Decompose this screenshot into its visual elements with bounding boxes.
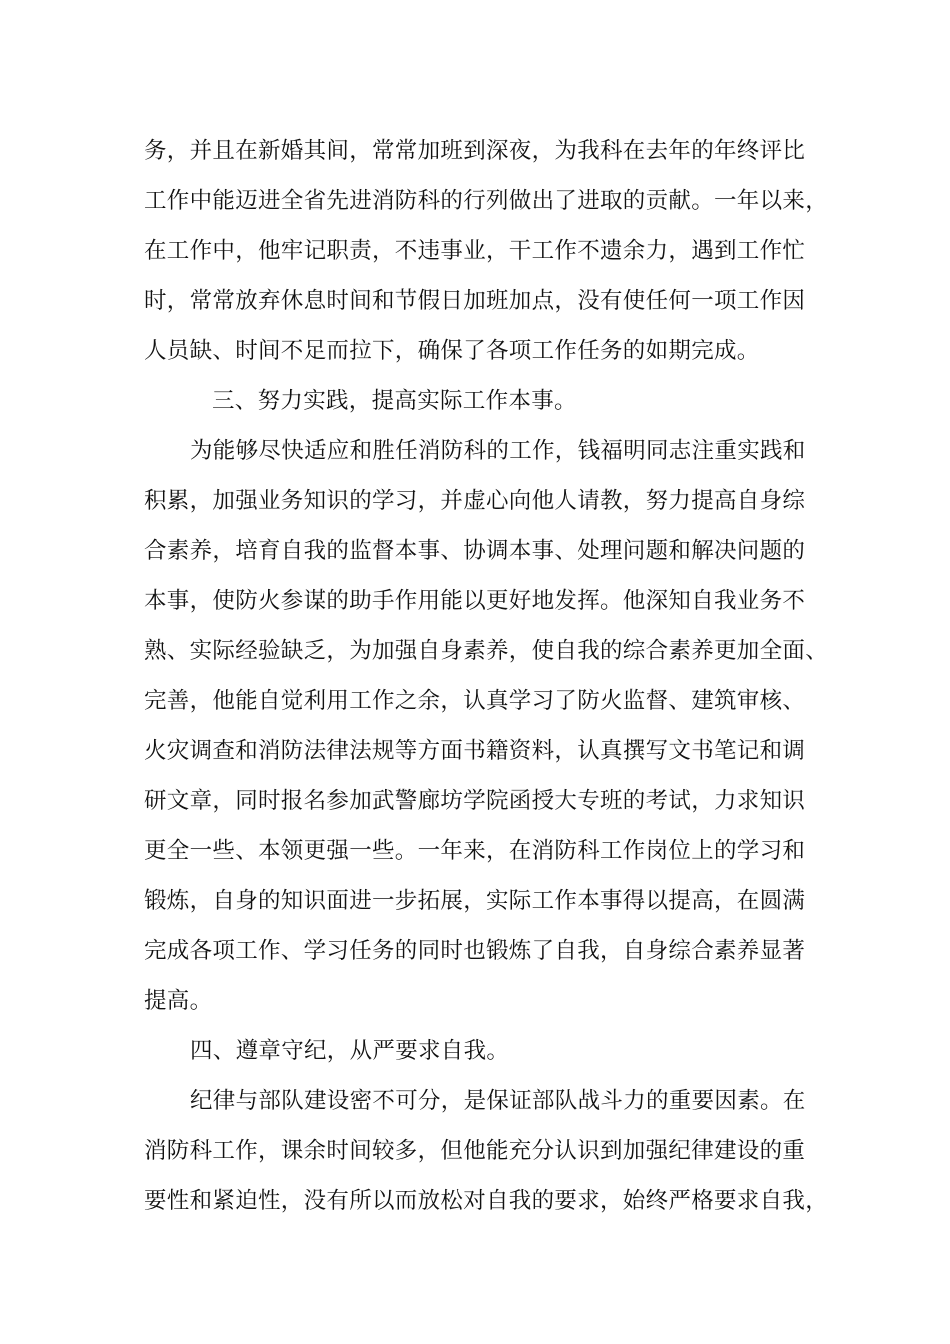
text-line: 消防科工作，课余时间较多，但他能充分认识到加强纪律建设的重: [144, 1138, 806, 1164]
text-line: 研文章，同时报名参加武警廊坊学院函授大专班的考试，力求知识: [144, 788, 806, 814]
text-line: 熟、实际经验缺乏，为加强自身素养，使自我的综合素养更加全面、: [144, 638, 829, 664]
text-line: 火灾调查和消防法律法规等方面书籍资料，认真撰写文书笔记和调: [144, 738, 806, 764]
text-line: 时，常常放弃休息时间和节假日加班加点，没有使任何一项工作因: [144, 288, 806, 314]
text-line: 在工作中，他牢记职责，不违事业，干工作不遗余力，遇到工作忙: [144, 238, 806, 264]
text-line: 完成各项工作、学习任务的同时也锻炼了自我，自身综合素养显著: [144, 938, 806, 964]
text-line: 完善，他能自觉利用工作之余，认真学习了防火监督、建筑审核、: [144, 688, 806, 714]
section-heading: 四、遵章守纪，从严要求自我。: [190, 1038, 510, 1064]
text-line: 锻炼，自身的知识面进一步拓展，实际工作本事得以提高，在圆满: [144, 888, 806, 914]
text-line: 积累，加强业务知识的学习，并虚心向他人请教，努力提高自身综: [144, 488, 806, 514]
text-line: 为能够尽快适应和胜任消防科的工作，钱福明同志注重实践和: [190, 438, 806, 464]
text-line: 务，并且在新婚其间，常常加班到深夜，为我科在去年的年终评比: [144, 138, 806, 164]
text-line: 本事，使防火参谋的助手作用能以更好地发挥。他深知自我业务不: [144, 588, 806, 614]
text-line: 提高。: [144, 988, 213, 1014]
text-line: 工作中能迈进全省先进消防科的行列做出了进取的贡献。一年以来，: [144, 188, 829, 214]
text-line: 人员缺、时间不足而拉下，确保了各项工作任务的如期完成。: [144, 338, 760, 364]
text-line: 纪律与部队建设密不可分，是保证部队战斗力的重要因素。在: [190, 1088, 806, 1114]
section-heading: 三、努力实践，提高实际工作本事。: [212, 388, 577, 414]
text-line: 要性和紧迫性，没有所以而放松对自我的要求，始终严格要求自我，: [144, 1188, 829, 1214]
text-line: 更全一些、本领更强一些。一年来，在消防科工作岗位上的学习和: [144, 838, 806, 864]
text-line: 合素养，培育自我的监督本事、协调本事、处理问题和解决问题的: [144, 538, 806, 564]
